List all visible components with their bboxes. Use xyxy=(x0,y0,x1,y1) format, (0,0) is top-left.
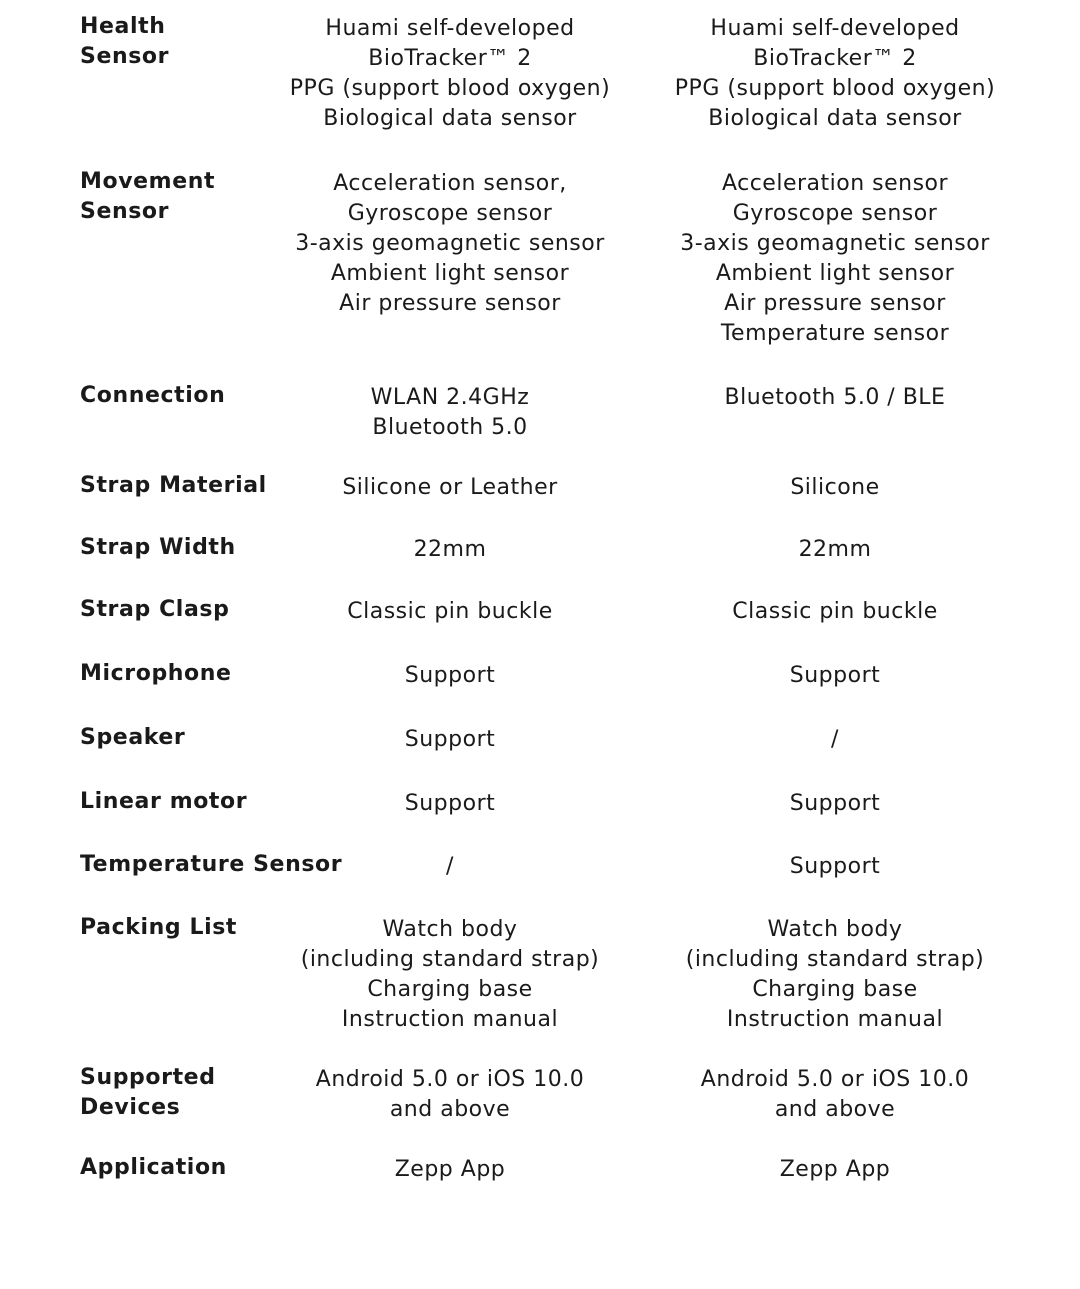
spec-value-model-b: Acceleration sensor Gyroscope sensor 3-axis geomagnetic sensor Ambient light sensor Air pressure sensor Temperature sensor xyxy=(680,171,990,346)
spec-value-model-b: Huami self-developed BioTracker™ 2 PPG (support blood oxygen) Biological data sensor xyxy=(674,16,996,131)
spec-label: Strap Material xyxy=(80,473,267,498)
spec-value-model-b: / xyxy=(831,727,839,752)
spec-label: Connection xyxy=(80,383,226,408)
spec-label: Strap Width xyxy=(80,535,236,560)
spec-value-model-a: / xyxy=(446,854,454,879)
spec-label: Speaker xyxy=(80,725,186,750)
spec-value-model-a: Zepp App xyxy=(394,1157,506,1182)
spec-label: Temperature Sensor xyxy=(80,852,343,877)
spec-value-model-a: Support xyxy=(404,791,496,816)
spec-label: Linear motor xyxy=(80,789,248,814)
spec-value-model-b: Support xyxy=(789,854,881,879)
spec-value-model-a: Silicone or Leather xyxy=(342,475,558,500)
spec-label: Supported Devices xyxy=(80,1065,216,1120)
spec-label: Strap Clasp xyxy=(80,597,230,622)
spec-value-model-b: Classic pin buckle xyxy=(732,599,938,624)
spec-label: Movement Sensor xyxy=(80,169,216,224)
spec-value-model-a: Support xyxy=(404,727,496,752)
spec-label: Application xyxy=(80,1155,227,1180)
spec-value-model-a: WLAN 2.4GHz Bluetooth 5.0 xyxy=(370,385,530,440)
spec-value-model-a: 22mm xyxy=(413,537,487,562)
spec-value-model-b: Bluetooth 5.0 / BLE xyxy=(724,385,946,410)
spec-value-model-a: Acceleration sensor, Gyroscope sensor 3-axis geomagnetic sensor Ambient light sensor Air pressure sensor xyxy=(295,171,605,316)
spec-label: Microphone xyxy=(80,661,232,686)
spec-value-model-b: Watch body (including standard strap) Charging base Instruction manual xyxy=(685,917,985,1032)
spec-value-model-b: Zepp App xyxy=(779,1157,891,1182)
spec-value-model-b: Android 5.0 or iOS 10.0 and above xyxy=(700,1067,970,1122)
spec-label: Health Sensor xyxy=(80,14,170,69)
spec-value-model-a: Android 5.0 or iOS 10.0 and above xyxy=(315,1067,585,1122)
spec-value-model-a: Huami self-developed BioTracker™ 2 PPG (support blood oxygen) Biological data sensor xyxy=(289,16,611,131)
spec-value-model-b: Support xyxy=(789,663,881,688)
spec-value-model-a: Support xyxy=(404,663,496,688)
spec-value-model-a: Watch body (including standard strap) Charging base Instruction manual xyxy=(300,917,600,1032)
spec-label: Packing List xyxy=(80,915,238,940)
spec-value-model-b: Support xyxy=(789,791,881,816)
spec-value-model-b: 22mm xyxy=(798,537,872,562)
spec-value-model-a: Classic pin buckle xyxy=(347,599,553,624)
spec-value-model-b: Silicone xyxy=(790,475,880,500)
